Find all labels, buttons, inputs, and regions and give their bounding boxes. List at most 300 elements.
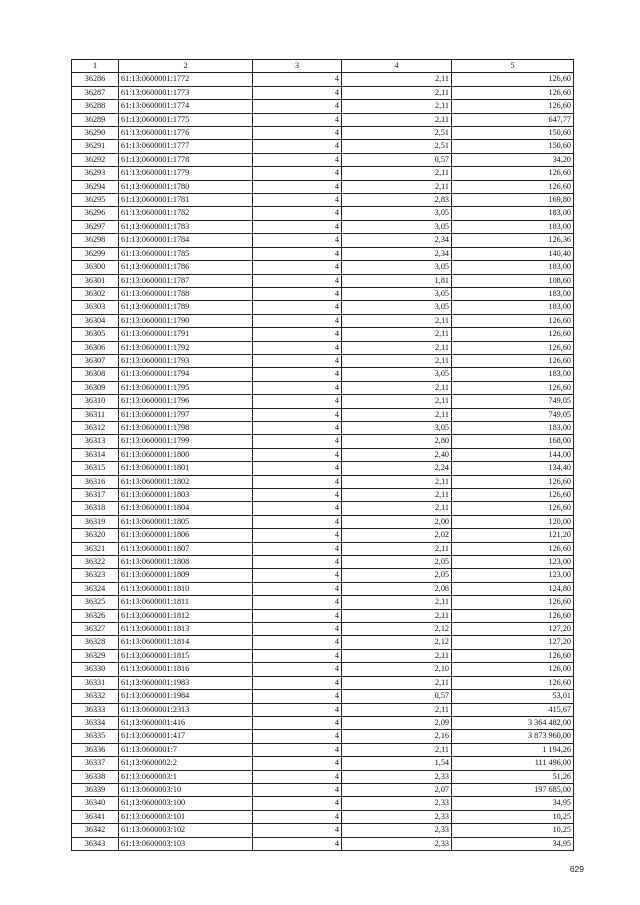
table-cell-col5: 126,60 <box>452 180 574 193</box>
table-cell-col4: 3,05 <box>342 220 452 233</box>
table-row <box>72 368 574 381</box>
table-cell-col2: 61:13:0600001:1811 <box>119 596 253 609</box>
table-row <box>72 743 574 756</box>
table-cell-col3: 4 <box>253 690 342 703</box>
table-cell-col3: 4 <box>253 421 342 434</box>
table-row <box>72 314 574 327</box>
table-cell-col3: 4 <box>253 287 342 300</box>
table-cell-col3: 4 <box>253 663 342 676</box>
table-row <box>72 582 574 595</box>
table-cell-col5: 121,20 <box>452 529 574 542</box>
table-row <box>72 207 574 220</box>
table-cell-col2: 61:13:0600001:1774 <box>119 100 253 113</box>
table-row <box>72 542 574 555</box>
table-cell-col1: 36306 <box>72 341 119 354</box>
table-cell-col5: 111 496,00 <box>452 757 574 770</box>
table-cell-col2: 61:13:0600001:2313 <box>119 703 253 716</box>
table-cell-col1: 36288 <box>72 100 119 113</box>
table-cell-col5: 120,00 <box>452 515 574 528</box>
table-cell-col2: 61:13:0600001:1789 <box>119 301 253 314</box>
column-header-4: 4 <box>342 60 452 73</box>
table-cell-col3: 4 <box>253 341 342 354</box>
table-cell-col2: 61:13:0600003:101 <box>119 810 253 823</box>
table-cell-col4: 2,11 <box>342 502 452 515</box>
table-row <box>72 100 574 113</box>
table-cell-col5: 34,95 <box>452 797 574 810</box>
table-cell-col4: 2,11 <box>342 314 452 327</box>
table-row <box>72 435 574 448</box>
table-cell-col2: 61:13:0600001:1773 <box>119 86 253 99</box>
table-cell-col4: 2,11 <box>342 542 452 555</box>
table-cell-col4: 2,12 <box>342 636 452 649</box>
table-cell-col3: 4 <box>253 596 342 609</box>
table-cell-col4: 2,07 <box>342 783 452 796</box>
table-cell-col4: 2,11 <box>342 489 452 502</box>
table-row <box>72 180 574 193</box>
table-cell-col5: 126,60 <box>452 354 574 367</box>
table-cell-col1: 36315 <box>72 462 119 475</box>
table-cell-col3: 4 <box>253 609 342 622</box>
table-row <box>72 569 574 582</box>
table-cell-col1: 36289 <box>72 113 119 126</box>
table-cell-col2: 61:13:0600001:1809 <box>119 569 253 582</box>
table-cell-col4: 2,11 <box>342 475 452 488</box>
table-cell-col1: 36299 <box>72 247 119 260</box>
table-cell-col1: 36294 <box>72 180 119 193</box>
table-cell-col5: 749,05 <box>452 395 574 408</box>
table-cell-col1: 36343 <box>72 837 119 850</box>
table-cell-col1: 36323 <box>72 569 119 582</box>
table-cell-col2: 61:13:0600001:1782 <box>119 207 253 220</box>
table-row <box>72 515 574 528</box>
column-header-2: 2 <box>119 60 253 73</box>
table-row <box>72 556 574 569</box>
table-cell-col1: 36296 <box>72 207 119 220</box>
table-cell-col1: 36320 <box>72 529 119 542</box>
table-cell-col1: 36335 <box>72 730 119 743</box>
table-cell-col5: 127,20 <box>452 636 574 649</box>
table-row <box>72 797 574 810</box>
table-cell-col5: 126,60 <box>452 502 574 515</box>
table-cell-col3: 4 <box>253 274 342 287</box>
table-cell-col3: 4 <box>253 153 342 166</box>
table-cell-col5: 10,25 <box>452 810 574 823</box>
table-cell-col3: 4 <box>253 730 342 743</box>
table-cell-col3: 4 <box>253 408 342 421</box>
table-cell-col2: 61:13:0600001:1805 <box>119 515 253 528</box>
table-cell-col4: 2,11 <box>342 113 452 126</box>
table-cell-col5: 183,00 <box>452 301 574 314</box>
table-cell-col2: 61:13:0600001:1785 <box>119 247 253 260</box>
table-cell-col5: 183,00 <box>452 207 574 220</box>
table-cell-col5: 126,60 <box>452 475 574 488</box>
table-cell-col3: 4 <box>253 757 342 770</box>
table-cell-col4: 2,11 <box>342 354 452 367</box>
table-cell-col1: 36333 <box>72 703 119 716</box>
table-row <box>72 274 574 287</box>
table-cell-col2: 61:13:0600001:1810 <box>119 582 253 595</box>
table-cell-col3: 4 <box>253 556 342 569</box>
table-cell-col5: 126,60 <box>452 676 574 689</box>
table-cell-col1: 36307 <box>72 354 119 367</box>
table-row <box>72 341 574 354</box>
table-cell-col1: 36328 <box>72 636 119 649</box>
table-cell-col5: 126,60 <box>452 596 574 609</box>
table-cell-col3: 4 <box>253 127 342 140</box>
table-row <box>72 716 574 729</box>
table-cell-col4: 2,51 <box>342 140 452 153</box>
table-cell-col3: 4 <box>253 475 342 488</box>
table-cell-col2: 61:13:0600001:1813 <box>119 623 253 636</box>
table-cell-col5: 183,00 <box>452 287 574 300</box>
table-cell-col2: 61:13:0600003:1 <box>119 770 253 783</box>
table-cell-col2: 61:13:0600001:1787 <box>119 274 253 287</box>
table-cell-col2: 61:13:0600001:1808 <box>119 556 253 569</box>
table-cell-col5: 10,25 <box>452 824 574 837</box>
table-row <box>72 194 574 207</box>
table-cell-col2: 61:13:0600001:1797 <box>119 408 253 421</box>
table-cell-col2: 61:13:0600001:1777 <box>119 140 253 153</box>
table-cell-col1: 36317 <box>72 489 119 502</box>
table-cell-col4: 0,57 <box>342 690 452 703</box>
table-cell-col2: 61:13:0600001:416 <box>119 716 253 729</box>
table-row <box>72 502 574 515</box>
table-row <box>72 408 574 421</box>
table-row <box>72 824 574 837</box>
table-row <box>72 448 574 461</box>
table-cell-col1: 36293 <box>72 167 119 180</box>
table-row <box>72 663 574 676</box>
table-row <box>72 609 574 622</box>
table-cell-col1: 36292 <box>72 153 119 166</box>
table-row <box>72 421 574 434</box>
table-cell-col5: 197 685,00 <box>452 783 574 796</box>
table-cell-col3: 4 <box>253 301 342 314</box>
table-cell-col4: 2,11 <box>342 328 452 341</box>
table-cell-col4: 2,11 <box>342 596 452 609</box>
table-cell-col3: 4 <box>253 770 342 783</box>
table-cell-col4: 2,11 <box>342 167 452 180</box>
table-cell-col2: 61:13:0600001:7 <box>119 743 253 756</box>
table-row <box>72 127 574 140</box>
table-cell-col3: 4 <box>253 261 342 274</box>
table-cell-col5: 140,40 <box>452 247 574 260</box>
table-cell-col3: 4 <box>253 529 342 542</box>
table-cell-col5: 126,60 <box>452 609 574 622</box>
table-cell-col2: 61:13:0600001:1778 <box>119 153 253 166</box>
table-cell-col1: 36337 <box>72 757 119 770</box>
table-cell-col2: 61:13:0600001:1772 <box>119 73 253 86</box>
table-cell-col3: 4 <box>253 797 342 810</box>
table-cell-col1: 36286 <box>72 73 119 86</box>
table-cell-col5: 126,36 <box>452 234 574 247</box>
table-cell-col4: 2,11 <box>342 649 452 662</box>
table-cell-col4: 3,05 <box>342 207 452 220</box>
table-cell-col1: 36338 <box>72 770 119 783</box>
table-cell-col2: 61:13:0600001:1803 <box>119 489 253 502</box>
table-row <box>72 690 574 703</box>
table-cell-col2: 61:13:0600001:1791 <box>119 328 253 341</box>
table-cell-col4: 2,02 <box>342 529 452 542</box>
table-cell-col1: 36304 <box>72 314 119 327</box>
table-cell-col2: 61:13:0600001:1806 <box>119 529 253 542</box>
table-cell-col3: 4 <box>253 435 342 448</box>
table-cell-col3: 4 <box>253 381 342 394</box>
table-row <box>72 837 574 850</box>
table-cell-col3: 4 <box>253 247 342 260</box>
table-cell-col2: 61:13:0600001:1798 <box>119 421 253 434</box>
table-cell-col3: 4 <box>253 542 342 555</box>
table-cell-col4: 3,05 <box>342 421 452 434</box>
table-cell-col4: 2,11 <box>342 743 452 756</box>
table-cell-col1: 36319 <box>72 515 119 528</box>
table-cell-col3: 4 <box>253 354 342 367</box>
table-cell-col2: 61:13:0600001:1799 <box>119 435 253 448</box>
table-cell-col5: 168,00 <box>452 435 574 448</box>
table-cell-col4: 2,40 <box>342 448 452 461</box>
table-cell-col4: 2,10 <box>342 663 452 676</box>
table-cell-col1: 36334 <box>72 716 119 729</box>
table-cell-col1: 36322 <box>72 556 119 569</box>
table-cell-col3: 4 <box>253 448 342 461</box>
column-header-1: 1 <box>72 60 119 73</box>
table-cell-col1: 36318 <box>72 502 119 515</box>
table-cell-col1: 36310 <box>72 395 119 408</box>
table-cell-col3: 4 <box>253 582 342 595</box>
table-cell-col5: 51,26 <box>452 770 574 783</box>
table-cell-col3: 4 <box>253 636 342 649</box>
table-row <box>72 810 574 823</box>
table-cell-col1: 36308 <box>72 368 119 381</box>
table-cell-col3: 4 <box>253 837 342 850</box>
table-cell-col4: 2,11 <box>342 381 452 394</box>
table-cell-col5: 3 364 482,00 <box>452 716 574 729</box>
table-cell-col3: 4 <box>253 113 342 126</box>
table-cell-col2: 61:13:0600001:1776 <box>119 127 253 140</box>
table-cell-col4: 3,05 <box>342 287 452 300</box>
table-cell-col5: 126,60 <box>452 100 574 113</box>
table-cell-col2: 61:13:0600001:1781 <box>119 194 253 207</box>
table-row <box>72 113 574 126</box>
table-cell-col1: 36316 <box>72 475 119 488</box>
table-cell-col4: 2,09 <box>342 716 452 729</box>
table-cell-col2: 61:13:0600001:1812 <box>119 609 253 622</box>
table-cell-col1: 36330 <box>72 663 119 676</box>
table-cell-col1: 36312 <box>72 421 119 434</box>
table-cell-col4: 2,11 <box>342 676 452 689</box>
table-row <box>72 676 574 689</box>
table-cell-col2: 61:13:0600001:1775 <box>119 113 253 126</box>
table-cell-col4: 2,33 <box>342 797 452 810</box>
table-cell-col2: 61:13:0600001:1780 <box>119 180 253 193</box>
table-cell-col4: 2,11 <box>342 73 452 86</box>
table-cell-col1: 36309 <box>72 381 119 394</box>
table-row <box>72 234 574 247</box>
table-cell-col5: 134,40 <box>452 462 574 475</box>
table-row <box>72 247 574 260</box>
table-cell-col4: 2,33 <box>342 770 452 783</box>
table-cell-col2: 61:13:0600001:1793 <box>119 354 253 367</box>
table-row <box>72 649 574 662</box>
table-cell-col3: 4 <box>253 180 342 193</box>
table-cell-col1: 36314 <box>72 448 119 461</box>
table-cell-col5: 34,20 <box>452 153 574 166</box>
table-cell-col3: 4 <box>253 515 342 528</box>
table-cell-col4: 2,51 <box>342 127 452 140</box>
table-cell-col2: 61:13:0600001:1815 <box>119 649 253 662</box>
table-row <box>72 529 574 542</box>
table-cell-col4: 2,33 <box>342 837 452 850</box>
table-cell-col5: 126,60 <box>452 73 574 86</box>
table-cell-col3: 4 <box>253 328 342 341</box>
table-cell-col5: 124,80 <box>452 582 574 595</box>
cadastral-table <box>71 59 574 851</box>
table-cell-col4: 2,83 <box>342 194 452 207</box>
table-cell-col5: 126,60 <box>452 328 574 341</box>
table-row <box>72 757 574 770</box>
table-cell-col5: 126,60 <box>452 314 574 327</box>
table-cell-col1: 36295 <box>72 194 119 207</box>
table-cell-col2: 61:13:0600001:1814 <box>119 636 253 649</box>
table-row <box>72 301 574 314</box>
table-cell-col5: 126,60 <box>452 381 574 394</box>
table-cell-col5: 150,60 <box>452 127 574 140</box>
table-row <box>72 86 574 99</box>
table-row <box>72 475 574 488</box>
table-cell-col1: 36341 <box>72 810 119 823</box>
table-cell-col5: 126,60 <box>452 489 574 502</box>
table-cell-col2: 61:13:0600001:1804 <box>119 502 253 515</box>
table-cell-col2: 61:13:0600001:1786 <box>119 261 253 274</box>
table-cell-col1: 36324 <box>72 582 119 595</box>
table-cell-col5: 169,80 <box>452 194 574 207</box>
table-cell-col1: 36287 <box>72 86 119 99</box>
table-cell-col1: 36325 <box>72 596 119 609</box>
table-cell-col5: 34,95 <box>452 837 574 850</box>
table-cell-col1: 36305 <box>72 328 119 341</box>
table-cell-col2: 61:13:0600001:1794 <box>119 368 253 381</box>
table-cell-col1: 36311 <box>72 408 119 421</box>
table-cell-col3: 4 <box>253 73 342 86</box>
table-cell-col4: 2,80 <box>342 435 452 448</box>
table-cell-col2: 61:13:0600001:1801 <box>119 462 253 475</box>
table-cell-col3: 4 <box>253 140 342 153</box>
table-cell-col5: 415,67 <box>452 703 574 716</box>
page-number: 629 <box>569 864 584 874</box>
table-cell-col1: 36321 <box>72 542 119 555</box>
table-row <box>72 596 574 609</box>
table-cell-col5: 123,00 <box>452 556 574 569</box>
table-cell-col5: 183,00 <box>452 368 574 381</box>
table-cell-col2: 61:13:0600002:2 <box>119 757 253 770</box>
table-cell-col3: 4 <box>253 194 342 207</box>
table-cell-col1: 36301 <box>72 274 119 287</box>
table-row <box>72 287 574 300</box>
table-cell-col3: 4 <box>253 207 342 220</box>
table-cell-col1: 36327 <box>72 623 119 636</box>
table-cell-col4: 2,11 <box>342 703 452 716</box>
table-cell-col4: 2,05 <box>342 569 452 582</box>
table-cell-col3: 4 <box>253 716 342 729</box>
table-cell-col3: 4 <box>253 649 342 662</box>
table-cell-col5: 126,60 <box>452 167 574 180</box>
table-cell-col3: 4 <box>253 234 342 247</box>
table-cell-col3: 4 <box>253 810 342 823</box>
table-cell-col1: 36331 <box>72 676 119 689</box>
table-cell-col1: 36340 <box>72 797 119 810</box>
table-cell-col4: 2,33 <box>342 824 452 837</box>
table-row <box>72 140 574 153</box>
table-cell-col2: 61:13:0600001:1788 <box>119 287 253 300</box>
table-row <box>72 623 574 636</box>
table-cell-col1: 36300 <box>72 261 119 274</box>
table-cell-col3: 4 <box>253 368 342 381</box>
table-cell-col4: 2,05 <box>342 556 452 569</box>
table-cell-col3: 4 <box>253 502 342 515</box>
table-cell-col3: 4 <box>253 623 342 636</box>
table-cell-col4: 2,33 <box>342 810 452 823</box>
table-cell-col5: 126,60 <box>452 86 574 99</box>
table-cell-col2: 61:13:0600003:100 <box>119 797 253 810</box>
table-cell-col5: 150,60 <box>452 140 574 153</box>
table-cell-col5: 144,00 <box>452 448 574 461</box>
table-cell-col2: 61:13:0600001:1783 <box>119 220 253 233</box>
table-cell-col3: 4 <box>253 86 342 99</box>
table-cell-col5: 183,00 <box>452 421 574 434</box>
table-row <box>72 381 574 394</box>
table-cell-col2: 61:13:0600001:1816 <box>119 663 253 676</box>
table-row <box>72 703 574 716</box>
table-row <box>72 328 574 341</box>
table-header-row <box>72 60 574 73</box>
table-cell-col3: 4 <box>253 824 342 837</box>
table-cell-col1: 36297 <box>72 220 119 233</box>
table-cell-col4: 2,34 <box>342 234 452 247</box>
table-cell-col2: 61:13:0600001:1795 <box>119 381 253 394</box>
table-cell-col4: 3,05 <box>342 261 452 274</box>
table-cell-col4: 2,11 <box>342 408 452 421</box>
column-header-3: 3 <box>253 60 342 73</box>
table-cell-col5: 127,20 <box>452 623 574 636</box>
table-cell-col5: 3 873 960,00 <box>452 730 574 743</box>
table-cell-col3: 4 <box>253 743 342 756</box>
table-cell-col1: 36302 <box>72 287 119 300</box>
table-row <box>72 395 574 408</box>
table-cell-col1: 36298 <box>72 234 119 247</box>
table-row <box>72 462 574 475</box>
table-cell-col5: 1 194,26 <box>452 743 574 756</box>
table-cell-col4: 1,81 <box>342 274 452 287</box>
table-row <box>72 261 574 274</box>
table-cell-col4: 2,16 <box>342 730 452 743</box>
table-cell-col2: 61:13:0600001:1802 <box>119 475 253 488</box>
table-cell-col1: 36342 <box>72 824 119 837</box>
table-cell-col4: 3,05 <box>342 301 452 314</box>
table-cell-col4: 2,24 <box>342 462 452 475</box>
table-cell-col1: 36303 <box>72 301 119 314</box>
table-cell-col4: 2,11 <box>342 100 452 113</box>
table-cell-col2: 61:13:0600001:1807 <box>119 542 253 555</box>
table-cell-col4: 2,11 <box>342 395 452 408</box>
table-cell-col2: 61:13:0600001:1800 <box>119 448 253 461</box>
table-cell-col4: 2,34 <box>342 247 452 260</box>
table-cell-col1: 36329 <box>72 649 119 662</box>
table-row <box>72 730 574 743</box>
table-row <box>72 354 574 367</box>
table-cell-col3: 4 <box>253 462 342 475</box>
table-cell-col1: 36313 <box>72 435 119 448</box>
table-cell-col4: 2,11 <box>342 609 452 622</box>
